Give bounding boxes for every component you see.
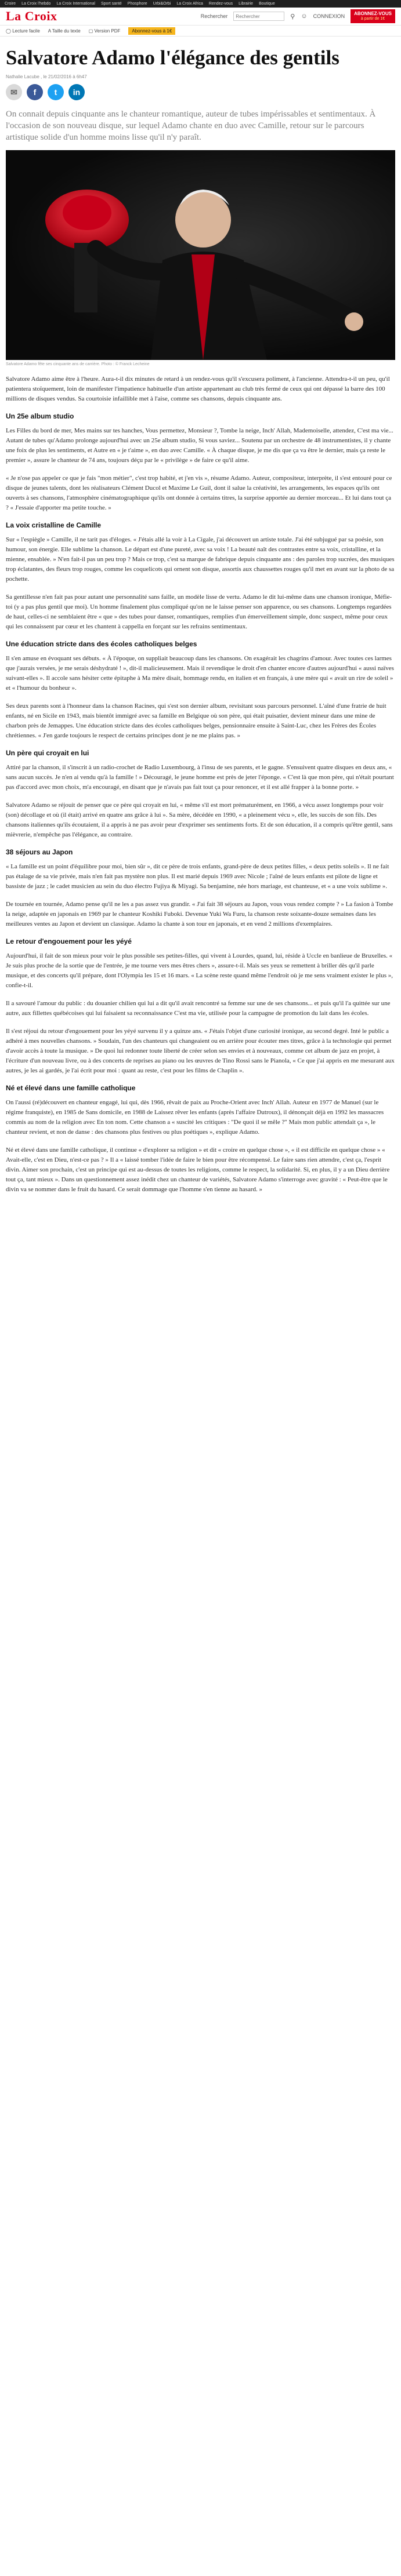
topnav-link[interactable]: La Croix l'hebdo	[21, 2, 51, 6]
twitter-share-icon[interactable]: t	[48, 84, 64, 100]
topnav-link[interactable]: Urbi&Orbi	[153, 2, 171, 6]
share-bar	[6, 84, 395, 100]
topnav-link[interactable]: La Croix International	[56, 2, 95, 6]
text-size-icon: A	[48, 28, 51, 34]
section-heading: Le retour d'engouement pour les yéyé	[6, 937, 132, 945]
paragraph: « La famille est un point d'équilibre pour moi, bien sûr », dit ce père de trois enfants, grand-père de deux petites filles, « deux petits soleils ». Il ne fait pas étalage de sa vie privée, mais n'en fait pas mystère non plus. Il est marié depuis 1969 avec Nicole ; l'aîné de leurs enfants est pilote de ligne et bassiste de jazz ; le cadet musicien au sein du duo électro Fujiya & Miyagi. Sa benjamine, née hors mariage, est chanteuse, et « a une voix sublime ».	[6, 863, 389, 890]
paragraph: Attiré par la chanson, il s'inscrit à un radio-crochet de Radio Luxembourg, à l'insu de ses parents, et le gagne. S'ensuivent quatre disques en deux ans, « sans aucun succès. Je n'en ai vendu qu'à la famille ! » Découragé, le jeune homme est près de jeter l'éponge. « C'est là que mon père, qui n'était pourtant pas d'accord avec mon choix, m'a encouragé, en disant que je n'avais pas fait tout ça pour renoncer, et il est allé frapper à la bonne porte. »	[6, 764, 394, 791]
topnav-link[interactable]: Phosphore	[127, 2, 147, 6]
pdf-icon: ▢	[88, 28, 93, 34]
article-photo	[6, 150, 395, 360]
section-heading: La voix cristalline de Camille	[6, 521, 102, 529]
topnav-link[interactable]: Boutique	[259, 2, 275, 6]
topnav-link[interactable]: La Croix Africa	[176, 2, 203, 6]
glasses-icon: ◯	[6, 28, 11, 34]
paragraph: « Je n'ose pas appeler ce que je fais "mon métier", c'est trop habité, et j'en vis », résume Adamo. Auteur, compositeur, interprète, il s'est entouré pour ce disque de jeunes talents, dont les réalisateurs Clément Ducol et Maxime Le Guil, dont il salue la créativité, les arrangements, les espaces qu'ils ont ouverts à ses chansons, l'atmosphère cinématographique qu'ils ont donnée à certains titres, la surprise apportée au dernier morceau... Et lui dans tout ça ? « J'essaie d'apporter ma petite touche. »	[6, 475, 392, 511]
section-heading: Un 25e album studio	[6, 412, 74, 420]
article-lead: On connait depuis cinquante ans le chanteur romantique, auteur de tubes impérissables et sentimentaux. À l'occasion de son nouveau disque, sur lequel Adamo chante en duo avec Camille, retour sur le parcours artistique solide d'un homme moins lisse qu'il n'y paraît.	[6, 110, 376, 142]
article-toolbar	[0, 26, 401, 37]
topnav-link[interactable]: Sport santé	[100, 2, 122, 6]
paragraph: Ses deux parents sont à l'honneur dans la chanson Racines, qui s'est son dernier album, revisitant sous parcours personnel. L'aîné d'une fratrie de huit enfants, né en Sicile en 1943, mais bientôt immigré avec sa famille en Belgique où son père, qui était puisatier, devient mineur dans une mine de charbon près de Jemappes. Une éducation stricte dans des écoles catholiques belges, pensionnaire ensuite à Saint-Luc, chez les Frères des Écoles chrétiennes. « J'en garde toujours le respect de certains principes dont je ne me plains pas. »	[6, 703, 386, 739]
search-input[interactable]	[233, 12, 284, 21]
paragraph: Né et élevé dans une famille catholique, il continue « d'explorer sa religion » et dit « croire en quelque chose », « il est difficile en quelque chose » « Avait-elle, c'est en Dieu, n'est-ce pas ? » Il a « laissé tomber l'idée de faire le bien pour être récompensé. Le faire sans rien attendre, c'est ça, l'esprit divin. Aimer son prochain, c'est un principe qui est au-dessus de toutes les religions, comme le respect, la solidarité. Si, en plus, il y a un Dieu derrière tout ça, tant mieux ». Dans un questionnement assez inédit chez un chanteur de variétés, Salvatore Adamo s'interroge avec gravité : « Peut-être que le divin va se nommer dans le fruit du hasard. Ce serait dommage que l'homme s'en tienne au hasard. »	[6, 1147, 390, 1193]
topnav-link[interactable]: Croire	[5, 2, 16, 6]
topnav-link[interactable]: Librairie	[239, 2, 254, 6]
paragraph: De tournée en tournée, Adamo pense qu'il ne les a pas assez vus grandir. « J'ai fait 38 séjours au Japon, vous vous rendez compte ? » La fasion à Tombe la neige, adaptée en japonais en 1969 par le chanteur Koshiki Fuboki. Devenue Yuki Wa Furu, la chanson reste soixante-douze semaines dans les meilleures ventes au Japon et devient un classique. Adamo la chante à son tour en japonais, et en vend 2 millions d'exemplaires.	[6, 901, 393, 927]
subscribe-price: à partir de 1€	[360, 17, 385, 21]
paragraph: Sur « l'espiègle » Camille, il ne tarit pas d'éloges. « J'étais allé la voir à La Cigale, j'ai découvert un artiste totale. J'ai été subjugué par sa poésie, son humour, son énergie. Elle sublime la chanson. Le départ est d'une pureté, avec sa voix ! La beauté naît des contrastes entre sa voix, cristalline, et la mienne, ensablée. » N'en fait-il pas un peu trop ? Mais ce trop, c'est sa marque de fabrique depuis cinquante ans : des paroles trop sucrées, des musiques trop éclatantes, des fleurs trop rouges, comme les coquelicots qui ornent son disque, assortis aux chaussettes rouges qu'il met en avant sur la photo de sa pochette.	[6, 536, 395, 583]
article-title: Salvatore Adamo l'élégance des gentils	[6, 46, 339, 69]
paragraph: On l'aussi (ré)découvert en chanteur engagé, lui qui, dès 1966, rêvait de paix au Proche-Orient avec Inch' Allah. Auteur en 1977 de Manuel (sur le régime franquiste), en 1985 de Sans domicile, en 1988 de Laissez rêver les enfants (après l'affaire Dutroux), il dénonçait déjà en 1992 les massacres commis au nom de la religion avec En ton nom. Cette chanson a « suscité les critiques : "De quoi il se mêle ?" Mais mon public attendait ça », le chanteur revient, et non de danse : des chansons plus festives ou plus poétiques », explique Adamo.	[6, 1099, 384, 1136]
paragraph: Il s'est réjoui du retour d'engouement pour les yéyé survenu il y a quinze ans. « J'étais l'objet d'une curiosité ironique, au second degré. Inté le public a adhéré à mes nouvelles chansons. » Soudain, l'un des chanteurs qui changeaient ou en arrière pour écouter mes titres, grâce à la technologie qui permet d'avoir accès à toute la musique. » De quoi lui redonner toute liberté de créer selon ses envies et à nouveaux, comme cet album de jazz en projet, à l'écriture d'un nouveau livre, ou à des concerts de reprises au piano ou les œuvres de Tino Rossi sans le Pianola, « Ce que j'ai appris en me mesurant aux autres, je les ai gardés, je l'ai écrit pour moi : quant au reste, c'est pour les films de Chaplin ».	[6, 1028, 395, 1074]
email-share-icon[interactable]: ✉	[6, 84, 22, 100]
section-heading: Né et élevé dans une famille catholique	[6, 1084, 136, 1092]
search-icon[interactable]: ⚲	[290, 13, 295, 20]
linkedin-share-icon[interactable]: in	[68, 84, 85, 100]
paragraph: Aujourd'hui, il fait de son mieux pour voir le plus possible ses petites-filles, qui vivent à Lourdes, quand, lui, réside à Uccle en banlieue de Bruxelles. « Je suis plus proche de la sortie que de l'entrée, je me tourne vers mes êtres chers », assure-t-il. Mais ses yeux se remettent à briller dès qu'il parle musique, et des concerts qu'il prépare, dont l'Olympia les 15 et 16 mars. « La scène reste quand même l'endroit où je me sens vraiment exister le plus », confie-t-il.	[6, 952, 393, 989]
text-size-button[interactable]	[48, 28, 81, 34]
subscribe-button[interactable]	[351, 9, 395, 23]
subscribe-label: ABONNEZ-VOUS	[354, 11, 392, 16]
login-link[interactable]: CONNEXION	[313, 13, 345, 19]
user-icon[interactable]: ☺	[301, 13, 308, 20]
facebook-share-icon[interactable]: f	[27, 84, 43, 100]
paragraph: Salvatore Adamo se réjouit de penser que ce père qui croyait en lui, « même s'il est mort prématurément, en 1966, a vécu assez longtemps pour voir (son) décollage et où (il était) arrivé en quatre ans grâce à lui ». Sa mère, décédée en 1990, « a pleinement vécu », elle, les succès de son fils. Des chansons italiennes qu'ils écoutaient, il a appris à ne pas avoir peur d'exprimer ses sentiments forts. Et de son éducation, il a compris qu'être gentil, sans mièvrerie, n'empêche pas l'élégance, au contraire.	[6, 802, 393, 838]
topnav-link[interactable]: Rendez-vous	[208, 2, 233, 6]
pdf-button[interactable]	[89, 28, 121, 34]
section-heading: 38 séjours au Japon	[6, 848, 73, 856]
photo-caption: Salvatore Adamo fête ses cinquante ans de carrière. Photo : © Franck Lecheine	[6, 362, 150, 366]
site-logo[interactable]: La Croix	[6, 9, 57, 23]
section-heading: Un père qui croyait en lui	[6, 749, 89, 757]
paragraph: Il s'en amuse en évoquant ses débuts. « À l'époque, on suppliait beaucoup dans les chansons. On exagérait les chagrins d'amour. Avec toutes ces larmes que j'aurais versées, je me serais déshydraté ! », dit-il malicieusement. Mais il revendique le droit d'en chanter encore d'autres aujourd'hui « aussi naïves suivant-elles ». Il accole sans hésiter cette épitaphe à Ma mère disait, hommage rendu, en italien et en français, à une mère qui « avait un rire de soleil » et « l'humour du bonheur ».	[6, 655, 394, 692]
listen-button[interactable]	[6, 28, 40, 34]
paragraph: Salvatore Adamo aime être à l'heure. Aura-t-il dix minutes de retard à un rendez-vous qu'il s'excusera poliment, à l'ancienne. Attendra-t-il un peu, qu'il patientera stoïquement, loin de manifester l'impatience habituelle d'un artiste appartenant au club très fermé de ceux qui ont dépassé la barre des 100 millions de disques vendus. Sa courtoisie infaillible met à l'aise, comme ses chansons, depuis cinquante ans.	[6, 376, 390, 402]
text-size-label: Taille du texte	[52, 28, 81, 34]
article-byline: Nathalie Lacube , le 21/02/2016 à 6h47	[6, 74, 87, 79]
top-network-bar	[0, 0, 401, 8]
listen-label: Lecture facile	[12, 28, 40, 34]
pdf-label: Version PDF	[94, 28, 121, 34]
paragraph: Les Filles du bord de mer, Mes mains sur tes hanches, Vous permettez, Monsieur ?, Tombe la neige, Inch' Allah, Mademoiselle, attendez, C'est ma vie... Autant de tubes qu'Adamo prolonge aujourd'hui avec un 25e album studio, Si vous saviez... Soutenu par un orchestre de 48 instrumentistes, il y chante une foix de plus les sentiments, et Autre en « je t'aime », en duo avec Camille. « À chaque disque, je me dis que ça va être le dernier, mais ça reste le premier », assure le chanteur de 74 ans, toujours déçu par le « privilège » de faire ce qu'il aime.	[6, 427, 393, 464]
paragraph: Il a savouré l'amour du public : du douanier chilien qui lui a dit qu'il avait rencontré sa femme sur une de ses chansons... et puis qu'il l'a quittée sur une autre, aux fillettes québécoises qui lui faisaient sa reconnaissance C'est ma vie, utilisée pour la campagne de promotion du lait dans les écoles.	[6, 1000, 391, 1017]
photo-illustration	[6, 150, 395, 360]
section-heading: Une éducation stricte dans des écoles catholiques belges	[6, 640, 197, 648]
site-header	[0, 8, 401, 26]
promo-button[interactable]: Abonnez-vous à 1€	[128, 27, 175, 35]
search-label: Rechercher	[200, 13, 228, 19]
article	[0, 47, 401, 1195]
paragraph: Sa gentillesse n'en fait pas pour autant une personnalité sans faille, un modèle lisse de vertu. Adamo le dit lui-même dans une chanson ironique, Méfie-toi (y a pas plus gentil que moi). Un homme finalement plus compliqué qu'on ne le laisse penser son apparence, ou ses chansons. Longtemps regardées de haut, celles-ci ne semblaient être « que » des tubes pour danser, romantiques, remplies d'un émerveillement simple, donc suspect, même pour ceux qui les connaissent par cœur et les chantent à cappella en forçant sur les refrains sentimentaux.	[6, 594, 392, 630]
